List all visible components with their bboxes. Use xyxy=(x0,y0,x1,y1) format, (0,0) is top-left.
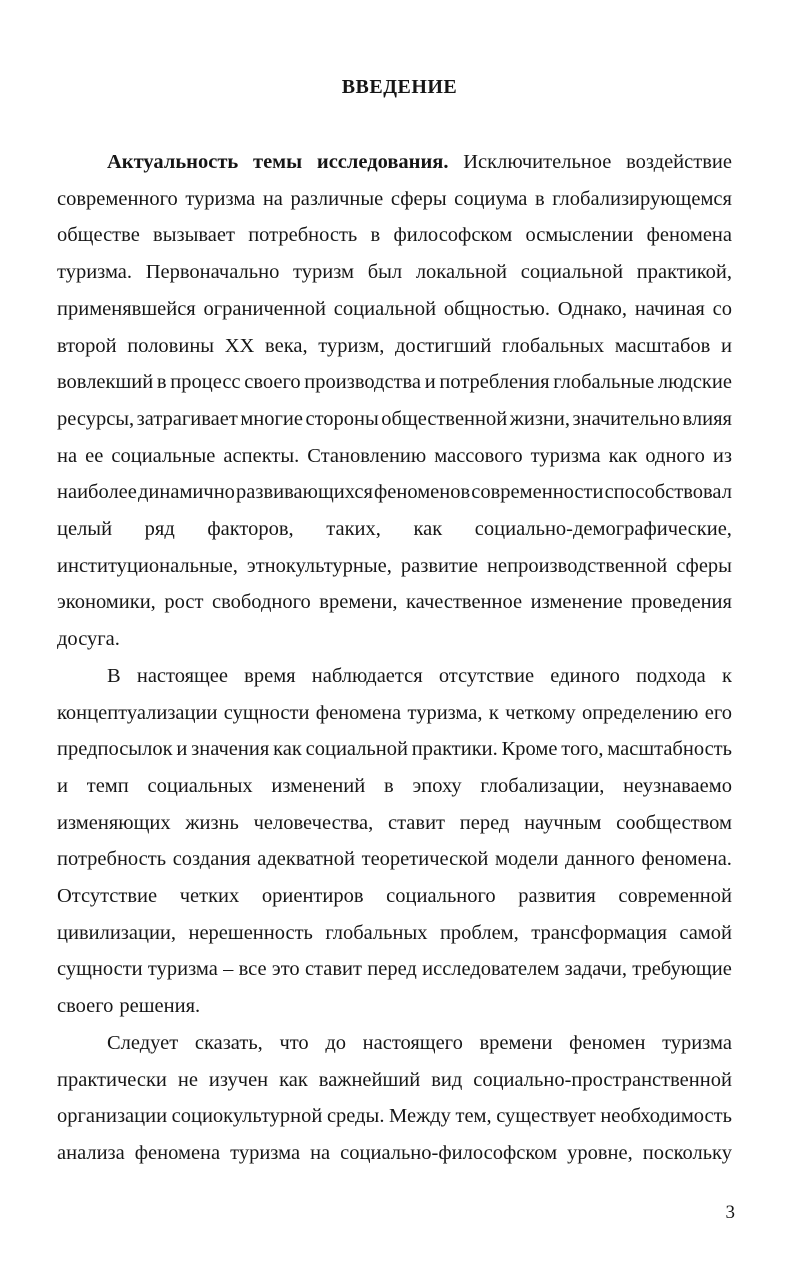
text-line xyxy=(57,957,732,981)
text-line xyxy=(57,884,732,908)
word: это xyxy=(271,958,300,981)
word: изменение xyxy=(530,591,623,614)
word: Кроме xyxy=(501,738,558,761)
word: к xyxy=(721,664,732,687)
word: социально-демографические, xyxy=(474,518,732,540)
word: Следует xyxy=(107,1031,179,1054)
word: досуга. xyxy=(57,628,120,651)
word: сферы xyxy=(390,187,447,210)
word: глобальных xyxy=(502,334,605,357)
word: единого xyxy=(550,664,620,687)
word: практически xyxy=(57,1068,167,1091)
word: его xyxy=(704,701,732,724)
word: глобальные xyxy=(553,371,655,394)
text-line xyxy=(57,223,732,247)
word: до xyxy=(325,1031,347,1054)
word: затрагивает xyxy=(136,407,238,430)
word: глобализации, xyxy=(480,774,605,797)
word: феноменов xyxy=(374,481,471,504)
word: нерешенность xyxy=(188,921,313,944)
word: процесс xyxy=(170,371,241,394)
word: определению xyxy=(581,701,699,724)
word: наблюдается xyxy=(311,664,423,687)
word: туризма. xyxy=(57,261,133,284)
text-line xyxy=(57,480,732,504)
word: Отсутствие xyxy=(57,885,158,907)
word: феномена xyxy=(646,224,732,247)
word: XX xyxy=(224,334,255,357)
text-line xyxy=(57,811,732,835)
word: начиная xyxy=(634,297,705,320)
word: организации xyxy=(57,1105,168,1128)
word: и xyxy=(176,738,188,761)
word: сказать, xyxy=(194,1031,263,1054)
word: в xyxy=(534,187,545,210)
word: сообществом xyxy=(616,811,732,834)
word: социального xyxy=(386,885,496,907)
word: Однако, xyxy=(557,297,628,320)
word: время xyxy=(244,664,296,687)
word: феномена xyxy=(134,1141,221,1164)
word: Первоначально xyxy=(145,261,280,284)
word: туризма xyxy=(230,1141,301,1164)
word: как xyxy=(413,518,443,540)
word: феномена xyxy=(315,701,402,724)
word: сущности xyxy=(57,958,143,981)
word: ставит xyxy=(388,811,446,834)
word: что xyxy=(279,1031,309,1054)
word: институциональные, xyxy=(57,554,238,577)
word: своего xyxy=(244,371,301,394)
word: свободного xyxy=(211,591,311,614)
word: вызывает xyxy=(153,224,235,247)
word: социально-философском xyxy=(340,1141,558,1164)
text-line xyxy=(107,1031,732,1055)
word: в xyxy=(156,371,167,394)
word: осмыслении xyxy=(525,224,634,247)
word: проведения xyxy=(631,591,732,614)
word: локальной xyxy=(415,261,508,284)
word: этнокультурные, xyxy=(246,554,392,577)
word: четких xyxy=(179,885,240,907)
word: потребность xyxy=(57,848,167,871)
word: ставит xyxy=(304,958,362,981)
word: целый xyxy=(57,518,113,540)
word: влияя xyxy=(682,407,732,430)
word: массового xyxy=(434,444,523,467)
word: ориентиров xyxy=(261,885,364,907)
word: общностью. xyxy=(443,297,550,320)
word: развивающихся xyxy=(236,481,373,504)
text-line xyxy=(57,444,732,468)
word: как xyxy=(279,1068,308,1091)
word: туризма xyxy=(662,1031,732,1054)
word: изменяющих xyxy=(57,811,171,834)
text-line xyxy=(57,187,732,211)
word: туризм xyxy=(293,261,354,284)
word: стороны xyxy=(305,407,379,430)
word: важнейший xyxy=(318,1068,421,1091)
word: экономики, xyxy=(57,591,156,614)
text-line xyxy=(57,1068,732,1092)
word: наиболее xyxy=(57,481,137,504)
word: как xyxy=(273,738,302,761)
text-line xyxy=(57,847,732,871)
word: социально-пространственной xyxy=(473,1068,732,1091)
text-line xyxy=(57,407,732,431)
word: существует xyxy=(496,1105,596,1128)
word: производства xyxy=(304,371,422,394)
word: различные xyxy=(290,187,384,210)
word: достигший xyxy=(395,334,492,357)
word: масштабность xyxy=(607,738,732,761)
word: темы xyxy=(253,151,303,173)
page-heading: ВВЕДЕНИЕ xyxy=(341,76,458,98)
word: и xyxy=(57,774,68,797)
word: социальной xyxy=(333,297,437,320)
word: темп xyxy=(86,774,129,797)
word: был xyxy=(367,261,403,284)
word: вид xyxy=(431,1068,463,1091)
word: настоящего xyxy=(362,1031,463,1054)
text-line xyxy=(57,554,732,578)
text-line xyxy=(57,260,732,284)
word: значительно xyxy=(572,407,680,430)
word: все xyxy=(238,958,267,981)
word: потребность xyxy=(248,224,358,247)
word: к xyxy=(488,701,499,724)
word: ресурсы, xyxy=(57,407,135,430)
word: одного xyxy=(645,444,705,467)
word: из xyxy=(712,444,732,467)
word: тем, xyxy=(455,1105,492,1128)
word: теоретической xyxy=(361,848,489,871)
word: анализа xyxy=(57,1141,125,1164)
text-line xyxy=(57,1104,732,1128)
word: перед xyxy=(367,958,417,981)
word: на xyxy=(310,1141,331,1164)
word: времени, xyxy=(319,591,398,614)
word: цивилизации, xyxy=(57,921,177,944)
word: социальной xyxy=(305,738,408,761)
word: аспекты. xyxy=(223,444,300,467)
word: социальной xyxy=(520,261,624,284)
word: туризм, xyxy=(318,334,385,357)
word: изменений xyxy=(271,774,366,797)
word: факторов, xyxy=(207,518,294,540)
text-line xyxy=(57,1141,732,1165)
word: и xyxy=(721,334,732,357)
word: туризма xyxy=(530,444,601,467)
word: как xyxy=(608,444,638,467)
word: изучен xyxy=(208,1068,269,1091)
word: и xyxy=(424,371,436,394)
word: подхода xyxy=(636,664,706,687)
text-line xyxy=(107,150,732,174)
word: на xyxy=(57,444,78,467)
word: В xyxy=(107,664,121,687)
word: динамично xyxy=(137,481,235,504)
word: данного xyxy=(564,848,635,871)
word: философском xyxy=(393,224,513,247)
word: самой xyxy=(679,921,732,944)
word: неузнаваемо xyxy=(623,774,732,797)
word: глобальных xyxy=(325,921,428,944)
word: исследователем xyxy=(422,958,560,981)
page-number: 3 xyxy=(725,1202,735,1223)
word: туризма xyxy=(147,958,218,981)
word: перед xyxy=(459,811,510,834)
word: концептуализации xyxy=(57,701,218,724)
word: значения xyxy=(191,738,270,761)
word: социокультурной xyxy=(171,1105,323,1128)
word: людские xyxy=(657,371,732,394)
text-line xyxy=(57,737,732,761)
word: современности xyxy=(471,481,604,504)
word: таких, xyxy=(326,518,381,540)
word: в xyxy=(384,774,394,797)
word: уровне, xyxy=(567,1141,633,1164)
word: феномена. xyxy=(641,848,732,871)
word: половины xyxy=(127,334,215,357)
word: необходимость xyxy=(600,1105,732,1128)
word: Исключительное xyxy=(463,151,612,173)
word: эпоху xyxy=(412,774,462,797)
word: обществе xyxy=(57,224,140,247)
word: не xyxy=(177,1068,198,1091)
word: требующие xyxy=(632,958,732,981)
word: социальных xyxy=(147,774,253,797)
text-line xyxy=(107,664,732,688)
text-line xyxy=(57,334,732,358)
word: второй xyxy=(57,334,117,357)
word: качественное xyxy=(406,591,523,614)
word: со xyxy=(712,297,732,320)
word: рост xyxy=(164,591,204,614)
word: сущности xyxy=(223,701,310,724)
word: воздействие xyxy=(626,151,732,173)
word: вовлекший xyxy=(57,371,154,394)
word: жизни, xyxy=(509,407,571,430)
word: развития xyxy=(518,885,596,907)
word: исследования. xyxy=(316,151,449,173)
word: поскольку xyxy=(642,1141,732,1164)
word: своего xyxy=(57,995,114,1018)
word: того, xyxy=(561,738,604,761)
text-line xyxy=(57,701,732,725)
text-line xyxy=(57,627,732,651)
word: социума xyxy=(454,187,528,210)
word: туризма xyxy=(185,187,256,210)
word: жизнь xyxy=(185,811,239,834)
word: способствовал xyxy=(604,481,732,504)
word: отсутствие xyxy=(438,664,535,687)
word: предпосылок xyxy=(57,738,173,761)
text-line xyxy=(57,921,732,945)
text-line xyxy=(57,590,732,614)
word: задачи, xyxy=(564,958,627,981)
word: социальные xyxy=(111,444,216,467)
word: туризма, xyxy=(407,701,483,724)
word: ограниченной xyxy=(203,297,327,320)
word: времени xyxy=(479,1031,553,1054)
word: на xyxy=(262,187,283,210)
word: глобализирующемся xyxy=(552,187,732,210)
word: развитие xyxy=(400,554,479,577)
word: решения. xyxy=(119,995,201,1018)
word: ряд xyxy=(144,518,175,540)
word: Актуальность xyxy=(107,151,239,173)
text-line xyxy=(57,297,732,321)
text-line xyxy=(57,774,732,798)
word: – xyxy=(223,958,234,981)
word: практикой, xyxy=(636,261,732,284)
word: многие xyxy=(240,407,303,430)
word: потребления xyxy=(439,371,550,394)
word: проблем, xyxy=(439,921,519,944)
word: создания xyxy=(172,848,251,871)
word: непроизводственной xyxy=(487,554,668,577)
word: масштабов xyxy=(614,334,711,357)
word: в xyxy=(370,224,381,247)
word: современного xyxy=(57,187,178,210)
word: модели xyxy=(494,848,559,871)
word: трансформация xyxy=(531,921,667,944)
word: ее xyxy=(85,444,104,467)
word: научным xyxy=(524,811,602,834)
text-line xyxy=(57,994,732,1018)
word: человечества, xyxy=(253,811,374,834)
word: адекватной xyxy=(257,848,355,871)
word: века, xyxy=(265,334,308,357)
word: практики. xyxy=(411,738,498,761)
word: феномен xyxy=(569,1031,646,1054)
text-line xyxy=(57,370,732,394)
word: Между xyxy=(389,1105,451,1128)
word: среды. xyxy=(326,1105,385,1128)
word: Становлению xyxy=(307,444,427,467)
word: современной xyxy=(618,885,732,907)
word: применявшейся xyxy=(57,297,196,320)
word: настоящее xyxy=(136,664,228,687)
text-line xyxy=(57,517,732,541)
word: сферы xyxy=(676,554,732,577)
word: общественной xyxy=(381,407,508,430)
word: четкому xyxy=(505,701,576,724)
